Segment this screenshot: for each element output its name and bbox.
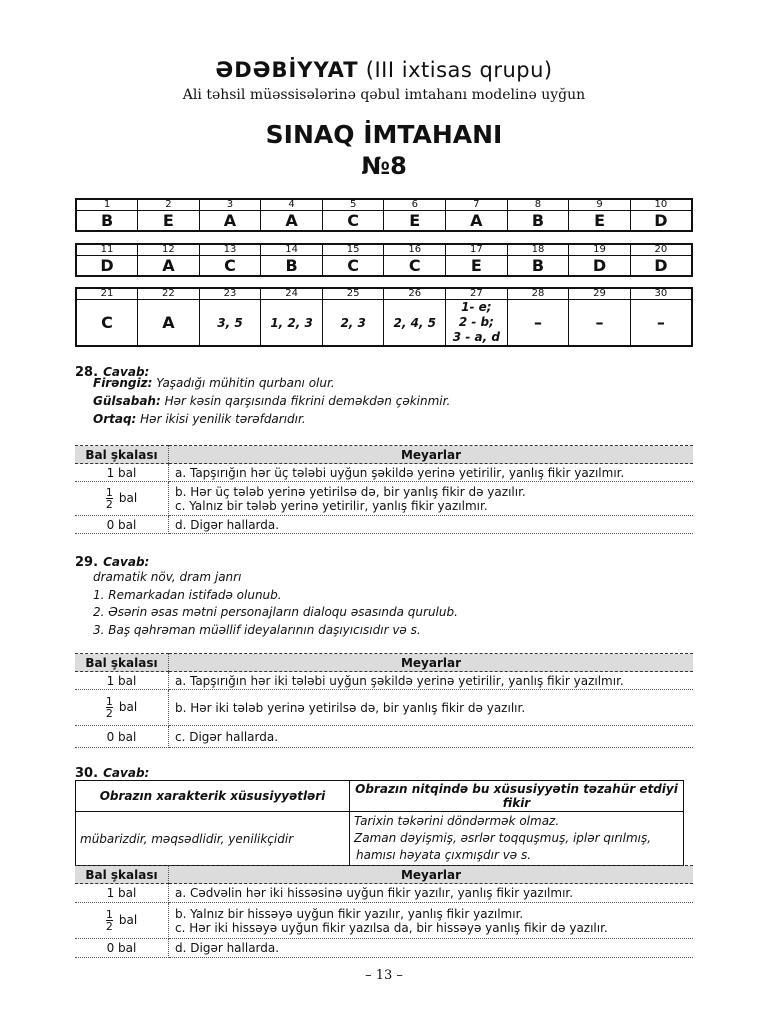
answer-value: – bbox=[507, 300, 569, 347]
question-number: 8 bbox=[507, 199, 569, 211]
answer-numbers-row bbox=[76, 288, 692, 300]
score-value: 0 bal bbox=[75, 516, 169, 534]
question-number: 14 bbox=[261, 244, 323, 256]
header-cell: Meyarlar bbox=[169, 446, 694, 464]
score-row bbox=[75, 726, 693, 748]
answer-value: C bbox=[199, 256, 261, 277]
header-cell: Bal şkalası bbox=[75, 866, 169, 884]
exam-title: SINAQ İMTAHANI bbox=[265, 120, 503, 149]
question-number: 30. bbox=[75, 766, 99, 781]
answer-value: D bbox=[76, 256, 138, 277]
score-value: 1 bal bbox=[75, 884, 169, 903]
score-row bbox=[75, 516, 693, 534]
question-number: 26 bbox=[384, 288, 446, 300]
score-row bbox=[75, 482, 693, 516]
question-number: 24 bbox=[261, 288, 323, 300]
question-number: 1 bbox=[76, 199, 138, 211]
question-number: 4 bbox=[261, 199, 323, 211]
question-number: 21 bbox=[76, 288, 138, 300]
score-row bbox=[75, 690, 693, 726]
answer-value: 2, 3 bbox=[322, 300, 384, 347]
score-row bbox=[75, 884, 693, 903]
answer-value: A bbox=[138, 256, 200, 277]
score-criterion: a. Tapşırığın hər iki tələbi uyğun şəkildə yerinə yetirilir, yanlış fikir yazılmır. bbox=[169, 672, 694, 690]
header-cell: Obrazın xarakterik xüsusiyyətləri bbox=[76, 781, 350, 812]
answer-grid-1 bbox=[75, 198, 693, 232]
header-cell: Bal şkalası bbox=[75, 654, 169, 672]
answer-value: C bbox=[322, 211, 384, 232]
score-criterion: b. Hər iki tələb yerinə yetirilsə də, bir yanlış fikir də yazılır. bbox=[169, 690, 694, 726]
question-number: 23 bbox=[199, 288, 261, 300]
header-cell: Obrazın nitqində bu xüsusiyyətin təzahür etdiyi fikir bbox=[350, 781, 684, 812]
question-number: 5 bbox=[322, 199, 384, 211]
question-number: 25 bbox=[322, 288, 384, 300]
answer-label: Cavab: bbox=[103, 766, 150, 780]
question-number: 17 bbox=[446, 244, 508, 256]
question-number: 28 bbox=[507, 288, 569, 300]
answer-value: 1, 2, 3 bbox=[261, 300, 323, 347]
answer-numbers-row bbox=[76, 199, 692, 211]
question-number: 2 bbox=[138, 199, 200, 211]
subject-title: ƏDƏBİYYAT (III ixtisas qrupu) bbox=[215, 58, 553, 82]
q30-heading bbox=[75, 762, 149, 781]
header-cell: Meyarlar bbox=[169, 654, 694, 672]
score-criterion: c. Digər hallarda. bbox=[169, 726, 694, 748]
answer-value-q27: 1- e; 2 - b; 3 - a, d bbox=[446, 300, 508, 347]
score-table-header bbox=[75, 866, 693, 884]
answer-value: B bbox=[76, 211, 138, 232]
question-number: 13 bbox=[199, 244, 261, 256]
answer-value: A bbox=[199, 211, 261, 232]
answer-value: B bbox=[261, 256, 323, 277]
score-value: 1 bal bbox=[75, 464, 169, 482]
question-number: 3 bbox=[199, 199, 261, 211]
question-number: 11 bbox=[76, 244, 138, 256]
score-value-half: $\frac{1}{2}$ bal bbox=[75, 482, 169, 516]
score-value-half: $\frac{1}{2}$ bal bbox=[75, 903, 169, 939]
q28-answer-line: Firəngiz: Yaşadığı mühitin qurbanı olur. bbox=[93, 376, 335, 390]
q30-character-table bbox=[75, 780, 684, 866]
score-value: 0 bal bbox=[75, 939, 169, 958]
score-value: 0 bal bbox=[75, 726, 169, 748]
question-number: 19 bbox=[569, 244, 631, 256]
score-table-header bbox=[75, 446, 693, 464]
question-number: 10 bbox=[630, 199, 692, 211]
question-number: 28. bbox=[75, 365, 99, 380]
question-number: 27 bbox=[446, 288, 508, 300]
character-table-header bbox=[76, 781, 684, 812]
score-criterion: b. Hər üç tələb yerinə yetirilsə də, bir yanlış fikir də yazılır. c. Yalnız bir tələb yerinə yetirilir, yanlış fikir yazılmır. bbox=[169, 482, 694, 516]
answer-value: D bbox=[630, 211, 692, 232]
score-criterion: d. Digər hallarda. bbox=[169, 939, 694, 958]
answer-value: D bbox=[630, 256, 692, 277]
q28-answer-line: Gülsabah: Hər kəsin qarşısında fikrini deməkdən çəkinmir. bbox=[93, 394, 451, 408]
q29-answer-line: 3. Baş qəhrəman müəllif ideyalarının daşıyıcısıdır və s. bbox=[93, 623, 421, 637]
page-number: – 13 – bbox=[365, 968, 403, 983]
q29-answer-line: 1. Remarkadan istifadə olunub. bbox=[93, 588, 282, 602]
score-value: 1 bal bbox=[75, 672, 169, 690]
answer-value: – bbox=[630, 300, 692, 347]
question-number: 7 bbox=[446, 199, 508, 211]
question-number: 30 bbox=[630, 288, 692, 300]
answer-value: E bbox=[384, 211, 446, 232]
score-row bbox=[75, 903, 693, 939]
answer-value: C bbox=[384, 256, 446, 277]
score-value-half: $\frac{1}{2}$ bal bbox=[75, 690, 169, 726]
fraction: $\frac{1}{2}$ bbox=[105, 486, 113, 511]
score-criterion: a. Cədvəlin hər iki hissəsinə uyğun fikir yazılır, yanlış fikir yazılmır. bbox=[169, 884, 694, 903]
score-row bbox=[75, 939, 693, 958]
answer-value: B bbox=[507, 256, 569, 277]
question-number: 15 bbox=[322, 244, 384, 256]
q29-answer-line: dramatik növ, dram janrı bbox=[93, 570, 242, 584]
question-number: 9 bbox=[569, 199, 631, 211]
score-criterion: d. Digər hallarda. bbox=[169, 516, 694, 534]
question-number: 29 bbox=[569, 288, 631, 300]
answer-label: Cavab: bbox=[103, 555, 150, 569]
answer-values-row bbox=[76, 256, 692, 277]
question-number: 22 bbox=[138, 288, 200, 300]
answer-label: Cavab: bbox=[103, 365, 150, 379]
character-speech: Tarixin təkərini döndərmək olmaz. Zaman dəyişmiş, əsrlər toqquşmuş, iplər qırılmış, hamısı həyata çıxmışdır və s. bbox=[350, 812, 684, 866]
q29-score-table bbox=[75, 653, 693, 748]
answer-grid-2 bbox=[75, 243, 693, 277]
fraction: $\frac{1}{2}$ bbox=[105, 908, 113, 933]
header-cell: Bal şkalası bbox=[75, 446, 169, 464]
q29-answer-line: 2. Əsərin əsas mətni personajların dialoqu əsasında qurulub. bbox=[93, 605, 458, 619]
answer-value: C bbox=[76, 300, 138, 347]
answer-value: C bbox=[322, 256, 384, 277]
exam-number: №8 bbox=[361, 152, 407, 180]
answer-value: E bbox=[446, 256, 508, 277]
score-row bbox=[75, 464, 693, 482]
answer-value: A bbox=[261, 211, 323, 232]
score-criterion: b. Yalnız bir hissəyə uyğun fikir yazılır, yanlış fikir yazılmır. c. Hər iki hissəyə uyğun fikir yazılsa da, bir hissəyə yanlış fikir də yazılır. bbox=[169, 903, 694, 939]
q28-score-table bbox=[75, 445, 693, 534]
character-table-row bbox=[76, 812, 684, 866]
header-cell: Meyarlar bbox=[169, 866, 694, 884]
question-number: 29. bbox=[75, 555, 99, 570]
score-table-header bbox=[75, 654, 693, 672]
character-traits: mübarizdir, məqsədlidir, yenilikçidir bbox=[76, 812, 350, 866]
q28-answer-line: Ortaq: Hər ikisi yenilik tərəfdarıdır. bbox=[93, 412, 306, 426]
answer-value: D bbox=[569, 256, 631, 277]
score-criterion: a. Tapşırığın hər üç tələbi uyğun şəkildə yerinə yetirilir, yanlış fikir yazılmır. bbox=[169, 464, 694, 482]
answer-value: – bbox=[569, 300, 631, 347]
answer-value: E bbox=[138, 211, 200, 232]
answer-numbers-row bbox=[76, 244, 692, 256]
question-number: 20 bbox=[630, 244, 692, 256]
answer-value: 2, 4, 5 bbox=[384, 300, 446, 347]
question-number: 6 bbox=[384, 199, 446, 211]
answer-value: E bbox=[569, 211, 631, 232]
answer-grid-3 bbox=[75, 287, 693, 347]
subtitle: Ali təhsil müəssisələrinə qəbul imtahanı modelinə uyğun bbox=[182, 87, 586, 103]
answer-value: A bbox=[138, 300, 200, 347]
answer-values-row bbox=[76, 300, 692, 347]
question-number: 12 bbox=[138, 244, 200, 256]
question-number: 16 bbox=[384, 244, 446, 256]
q30-score-table bbox=[75, 865, 693, 958]
question-number: 18 bbox=[507, 244, 569, 256]
answer-value: B bbox=[507, 211, 569, 232]
score-row bbox=[75, 672, 693, 690]
answer-value: 3, 5 bbox=[199, 300, 261, 347]
answer-value: A bbox=[446, 211, 508, 232]
fraction: $\frac{1}{2}$ bbox=[105, 695, 113, 720]
answer-values-row bbox=[76, 211, 692, 232]
